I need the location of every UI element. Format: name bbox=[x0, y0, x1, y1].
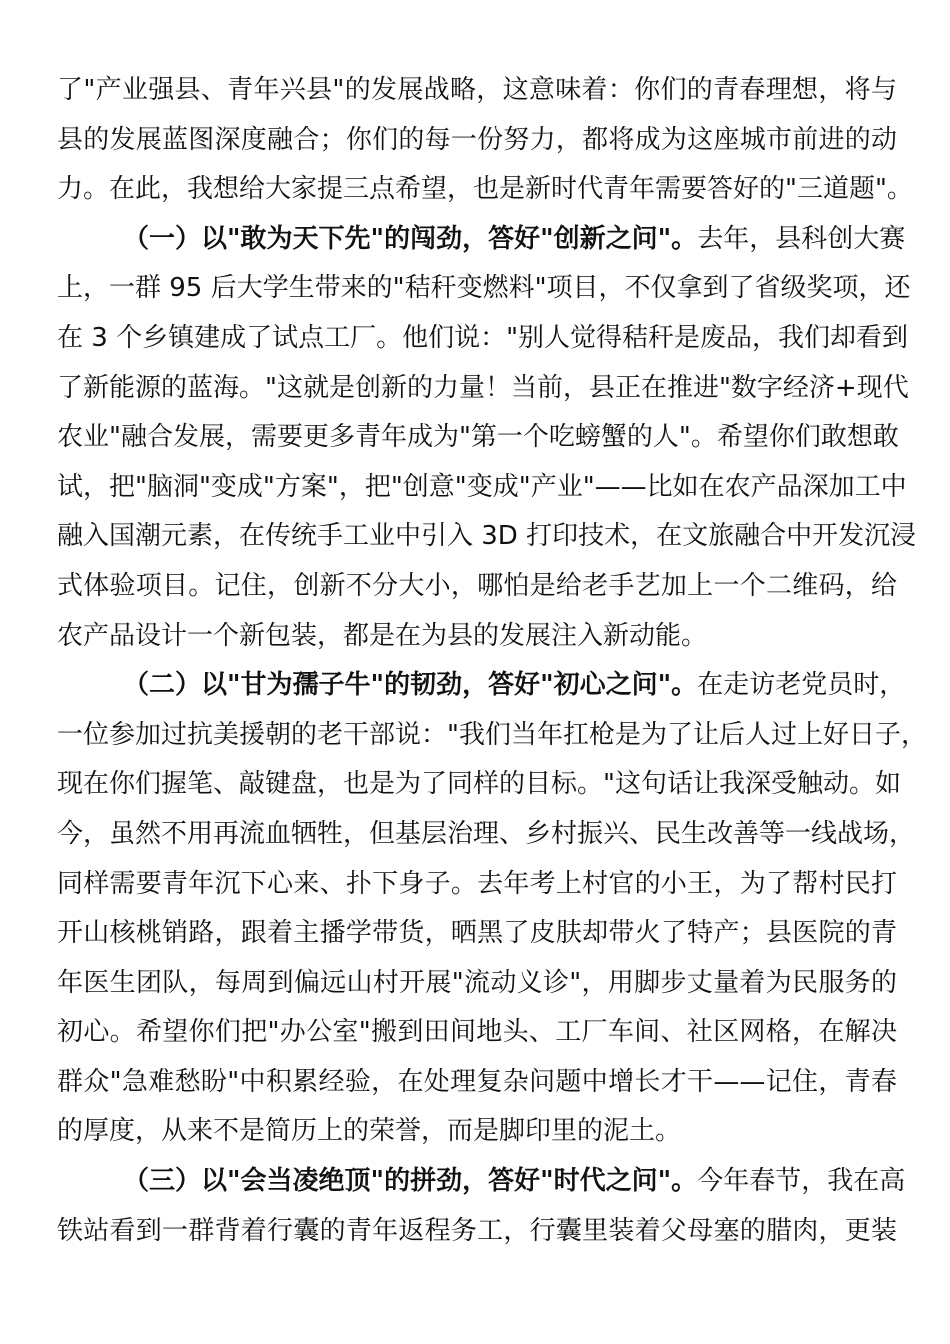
text-line: 了"产业强县、青年兴县"的发展战略，这意味着：你们的青春理想，将与 bbox=[57, 75, 897, 105]
text-line: 在 3 个乡镇建成了试点工厂。他们说："别人觉得秸秆是废品，我们却看到 bbox=[57, 322, 909, 353]
text-line: 一位参加过抗美援朝的老干部说："我们当年扛枪是为了让后人过上好日子， bbox=[57, 719, 927, 750]
text-line: 农业"融合发展，需要更多青年成为"第一个吃螃蟹的人"。希望你们敢想敢 bbox=[57, 422, 899, 453]
section-1-heading: （一）以"敢为天下先"的闯劲，答好"创新之问"。 bbox=[123, 223, 698, 254]
text-line: 现在你们握笔、敲键盘，也是为了同样的目标。"这句话让我深受触动。如 bbox=[57, 769, 901, 800]
section-2-paragraph bbox=[57, 661, 927, 1157]
text-line: 县的发展蓝图深度融合；你们的每一份努力，都将成为这座城市前进的动 bbox=[57, 124, 897, 155]
text-line: 试，把"脑洞"变成"方案"，把"创意"变成"产业"——比如在农产品深加工中 bbox=[57, 471, 907, 502]
section-1-first-line-text: 去年，县科创大赛 bbox=[697, 223, 906, 254]
section-1-first-line bbox=[57, 215, 906, 265]
section-3-first-line bbox=[57, 1157, 906, 1207]
text-line: 力。在此，我想给大家提三点希望，也是新时代青年需要答好的"三道题"。 bbox=[57, 174, 913, 205]
text-line: 同样需要青年沉下心来、扑下身子。去年考上村官的小王，为了帮村民打 bbox=[57, 868, 897, 899]
text-line: 初心。希望你们把"办公室"搬到田间地头、工厂车间、社区网格，在解决 bbox=[57, 1017, 897, 1048]
text-line: 上，一群 95 后大学生带来的"秸秆变燃料"项目，不仅拿到了省级奖项，还 bbox=[57, 273, 911, 304]
paragraph-intro bbox=[57, 66, 913, 215]
text-line: 年医生团队，每周到偏远山村开展"流动义诊"，用脚步丈量着为民服务的 bbox=[57, 967, 897, 998]
section-3-heading: （三）以"会当凌绝顶"的拼劲，答好"时代之问"。 bbox=[123, 1166, 698, 1197]
section-2-heading: （二）以"甘为孺子牛"的韧劲，答好"初心之问"。 bbox=[123, 670, 698, 701]
section-3-first-line-text: 今年春节，我在高 bbox=[697, 1166, 906, 1197]
document-page bbox=[57, 66, 927, 1256]
section-2-first-line-text: 在走访老党员时， bbox=[697, 670, 906, 701]
text-line: 开山核桃销路，跟着主播学带货，晒黑了皮肤却带火了特产；县医院的青 bbox=[57, 918, 897, 949]
text-line: 的厚度，从来不是简历上的荣誉，而是脚印里的泥土。 bbox=[57, 1116, 682, 1147]
text-line: 了新能源的蓝海。"这就是创新的力量！当前，县正在推进"数字经济+现代 bbox=[57, 372, 909, 403]
text-line: 式体验项目。记住，创新不分大小，哪怕是给老手艺加上一个二维码，给 bbox=[57, 570, 897, 601]
text-line: 农产品设计一个新包装，都是在为县的发展注入新动能。 bbox=[57, 620, 708, 651]
text-line: 群众"急难愁盼"中积累经验，在处理复杂问题中增长才干——记住，青春 bbox=[57, 1066, 897, 1097]
text-line: 铁站看到一群背着行囊的青年返程务工，行囊里装着父母塞的腊肉，更装 bbox=[57, 1215, 897, 1246]
text-line: 融入国潮元素，在传统手工业中引入 3D 打印技术，在文旅融合中开发沉浸 bbox=[57, 521, 917, 552]
text-line: 今，虽然不用再流血牺牲，但基层治理、乡村振兴、民生改善等一线战场， bbox=[57, 818, 916, 849]
section-1-paragraph bbox=[57, 215, 917, 661]
section-3-paragraph bbox=[57, 1157, 906, 1256]
section-2-first-line bbox=[57, 661, 906, 711]
